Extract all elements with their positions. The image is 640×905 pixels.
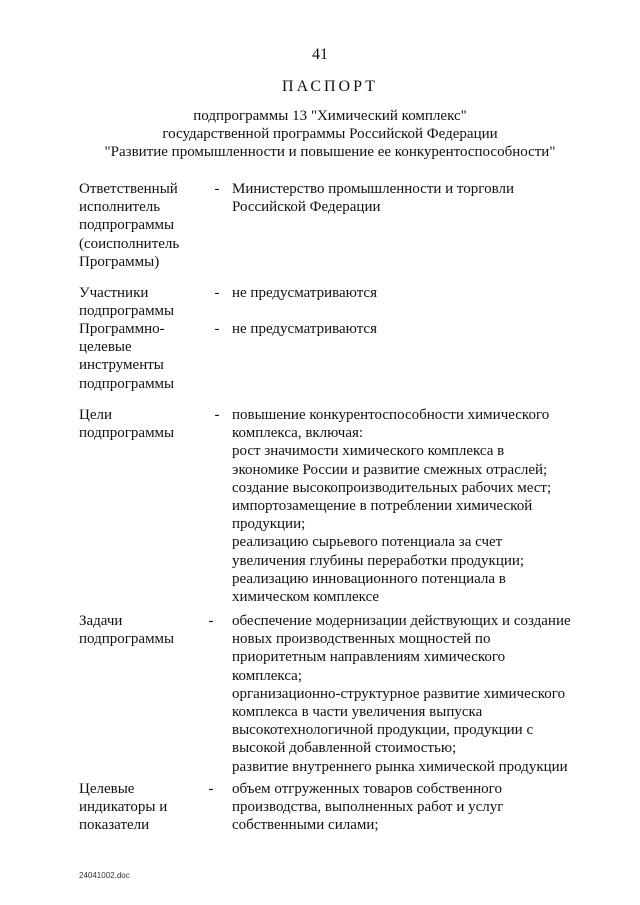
document-subtitle: [0, 107, 640, 161]
value-line: высокотехнологичной продукции, продукции с: [232, 722, 534, 739]
value-line: импортозамещение в потреблении химической: [232, 498, 533, 515]
row-label-program-instruments: [79, 320, 209, 393]
value-line: реализацию сырьевого потенциала за счет: [232, 534, 503, 551]
label-line: целевые: [79, 339, 132, 356]
subtitle-line: государственной программы Российской Федерации: [162, 126, 498, 142]
row-dash: -: [214, 181, 220, 197]
value-line: реализацию инновационного потенциала в: [232, 570, 506, 587]
value-line: создание высокопроизводительных рабочих мест;: [232, 479, 552, 496]
value-line: Министерство промышленности и торговли: [232, 181, 514, 197]
label-line: (соисполнитель: [79, 235, 180, 252]
value-line: собственными силами;: [232, 817, 379, 834]
row-label-target-indicators: [79, 780, 209, 835]
value-line: химическом комплексе: [232, 589, 380, 606]
value-line: комплекса, включая:: [232, 425, 364, 442]
file-name-footer: 24041002.doc: [79, 871, 130, 880]
label-line: Программы): [79, 253, 160, 270]
label-line: Программно-: [79, 321, 165, 337]
row-value-goals: [232, 406, 582, 606]
row-label-responsible-executor: [79, 180, 209, 271]
row-label-participants: [79, 284, 209, 320]
value-line: высокой добавленной стоимостью;: [232, 740, 457, 757]
value-line: экономике России и развитие смежных отраслей;: [232, 461, 548, 478]
value-line: обеспечение модернизации действующих и создание: [232, 613, 571, 629]
value-line: Российской Федерации: [232, 199, 381, 216]
label-line: Задачи: [79, 613, 123, 629]
row-label-goals: [79, 406, 209, 442]
subtitle-line: подпрограммы 13 "Химический комплекс": [193, 108, 467, 124]
label-line: индикаторы и: [79, 799, 168, 816]
row-value-program-instruments: [232, 320, 582, 338]
row-value-responsible-executor: [232, 180, 582, 216]
row-value-tasks: [232, 612, 582, 776]
label-line: исполнитель: [79, 199, 161, 216]
value-line: развитие внутреннего рынка химической продукции: [232, 758, 568, 775]
subtitle-line: "Развитие промышленности и повышение ее конкурентоспособности": [104, 144, 556, 160]
row-dash: -: [214, 285, 220, 301]
value-line: повышение конкурентоспособности химического: [232, 407, 550, 423]
value-line: новых производственных мощностей по: [232, 631, 491, 648]
label-line: подпрограммы: [79, 425, 175, 442]
value-line: рост значимости химического комплекса в: [232, 443, 505, 460]
value-line: продукции;: [232, 516, 306, 533]
label-line: подпрограммы: [79, 631, 175, 648]
label-line: подпрограммы: [79, 375, 175, 392]
row-label-tasks: [79, 612, 209, 648]
label-line: подпрограммы: [79, 303, 175, 320]
value-line: не предусматриваются: [232, 321, 377, 337]
label-line: Ответственный: [79, 181, 178, 197]
label-line: инструменты: [79, 357, 164, 374]
value-line: комплекса в части увеличения выпуска: [232, 704, 483, 721]
document-title: ПАСПОРТ: [282, 78, 378, 95]
row-value-participants: [232, 284, 582, 302]
row-dash: -: [208, 781, 214, 797]
row-value-target-indicators: [232, 780, 582, 835]
value-line: не предусматриваются: [232, 285, 377, 301]
row-dash: -: [214, 407, 220, 423]
row-dash: -: [208, 613, 214, 629]
value-line: производства, выполненных работ и услуг: [232, 799, 504, 816]
value-line: приоритетным направлениям химического: [232, 649, 506, 666]
label-line: показатели: [79, 817, 150, 834]
value-line: организационно-структурное развитие химического: [232, 685, 566, 702]
row-dash: -: [214, 321, 220, 337]
label-line: Участники: [79, 285, 149, 301]
page-number: 41: [312, 46, 328, 63]
value-line: увеличения глубины переработки продукции;: [232, 552, 525, 569]
value-line: объем отгруженных товаров собственного: [232, 781, 502, 797]
label-line: Цели: [79, 407, 113, 423]
label-line: подпрограммы: [79, 217, 175, 234]
value-line: комплекса;: [232, 667, 302, 684]
label-line: Целевые: [79, 781, 135, 797]
